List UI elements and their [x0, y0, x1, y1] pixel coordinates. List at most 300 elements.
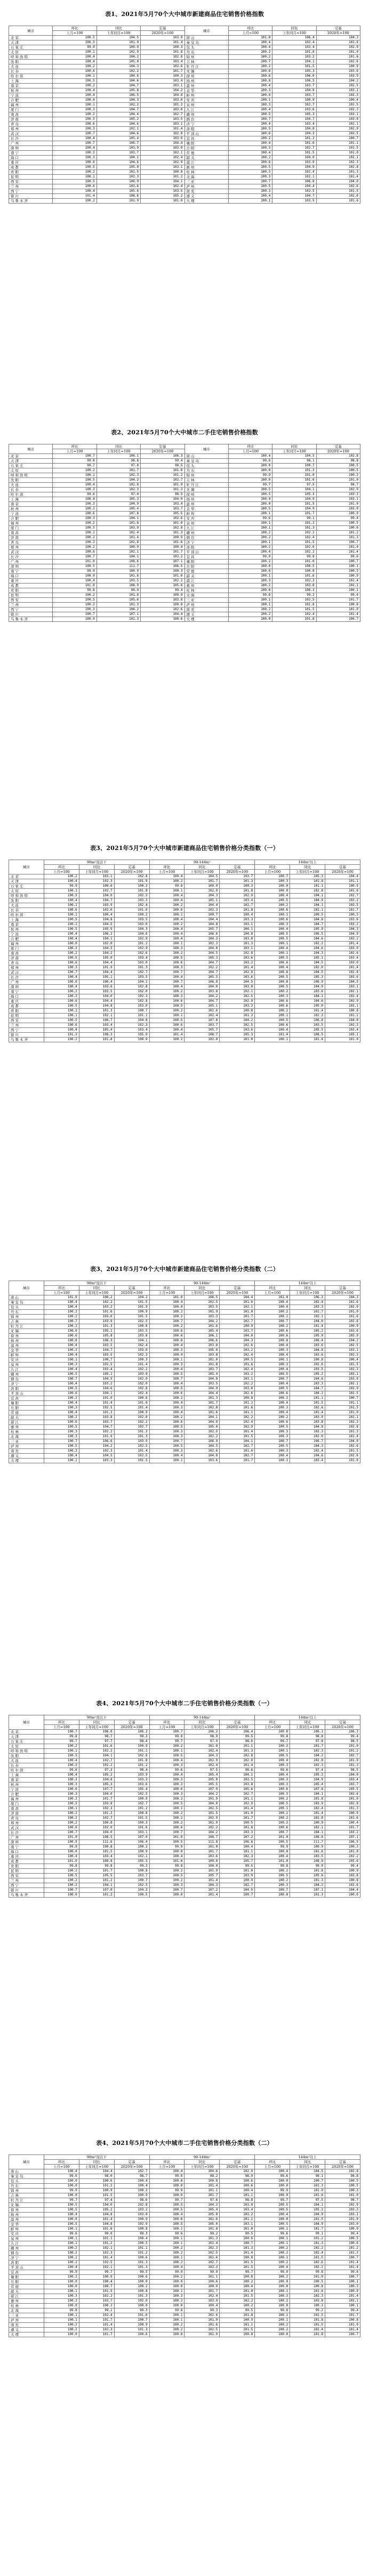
value-cell: 101.6 [316, 55, 360, 60]
value-cell: 105.9 [290, 927, 325, 932]
value-cell: 100.2 [255, 2328, 290, 2332]
header-subgroup: 环比 [149, 1720, 184, 1725]
table-row [9, 165, 360, 170]
city-cell: 大连 [9, 1759, 44, 1763]
value-cell: 100.2 [53, 540, 97, 545]
value-cell: 101.4 [184, 2184, 220, 2189]
value-cell: 100.7 [44, 1730, 79, 1735]
value-cell: 105.4 [114, 1787, 149, 1792]
value-cell: 100.7 [228, 180, 272, 184]
value-cell: 104.8 [79, 918, 114, 922]
value-cell: 101.2 [272, 521, 316, 526]
value-cell: 100.6 [44, 999, 79, 1004]
value-cell: 101.3 [141, 103, 184, 108]
value-cell: 100.4 [255, 1343, 290, 1348]
table-row [9, 951, 360, 956]
value-cell: 100.7 [316, 540, 360, 545]
value-cell: 100.6 [149, 1023, 184, 1028]
value-cell: 100.9 [114, 1744, 149, 1749]
value-cell: 107.1 [325, 1835, 360, 1840]
value-cell: 104.1 [290, 894, 325, 898]
value-cell: 102.2 [79, 1430, 114, 1435]
value-cell: 100.2 [44, 2328, 79, 2332]
value-cell: 100.5 [53, 564, 97, 569]
value-cell: 99.8 [255, 2308, 290, 2313]
value-cell: 108.7 [184, 1033, 220, 1038]
value-cell: 100.1 [228, 526, 272, 531]
city-cell: 南充 [9, 2323, 44, 2328]
value-cell: 102.2 [220, 1382, 255, 1387]
value-cell: 100.3 [44, 2294, 79, 2299]
city-cell: 大理 [9, 1459, 44, 1463]
value-cell: 102.5 [290, 2313, 325, 2318]
value-cell: 100.3 [255, 1406, 290, 1411]
value-cell: 99.8 [44, 1735, 79, 1739]
value-cell: 100.3 [325, 2285, 360, 2289]
value-cell: 100.2 [44, 1744, 79, 1749]
header-sub: 上年同月=100 [272, 449, 316, 454]
value-cell: 101.5 [272, 502, 316, 507]
city-cell: 湛江 [9, 2294, 44, 2299]
value-cell: 104.1 [290, 1792, 325, 1797]
value-cell: 105.2 [97, 117, 140, 122]
city-cell: 包头 [184, 464, 228, 468]
city-cell: 吉林 [184, 478, 228, 483]
value-cell: 101.4 [316, 550, 360, 555]
table-row [9, 473, 360, 478]
value-cell: 104.2 [79, 1444, 114, 1449]
value-cell: 101.7 [97, 468, 140, 473]
city-cell: 福州 [9, 942, 44, 946]
value-cell: 100.6 [255, 1826, 290, 1830]
header-subgroup: 定基 [325, 1720, 360, 1725]
city-cell: 郑州 [9, 1821, 44, 1826]
table-row [9, 40, 360, 45]
value-cell: 101.0 [184, 1845, 220, 1850]
value-cell: 102.9 [220, 1425, 255, 1430]
value-cell: 104.8 [290, 918, 325, 922]
value-cell: 102.6 [325, 1319, 360, 1324]
price-index-table [9, 26, 360, 204]
value-cell: 100.5 [228, 507, 272, 512]
value-cell: 101.1 [290, 1396, 325, 1401]
value-cell: 100.6 [149, 1334, 184, 1339]
value-cell: 106.9 [97, 180, 140, 184]
value-cell: 100.1 [44, 2256, 79, 2261]
value-cell: 99.6 [44, 1768, 79, 1773]
value-cell: 100.3 [44, 946, 79, 951]
table-row [9, 156, 360, 160]
table-row [9, 1749, 360, 1754]
city-cell: 乌鲁木齐 [9, 617, 53, 622]
value-cell: 100.4 [255, 1759, 290, 1763]
value-cell: 102.4 [325, 994, 360, 999]
value-cell: 104.9 [290, 898, 325, 903]
city-cell: 沈阳 [9, 60, 53, 64]
value-cell: 99.9 [255, 2270, 290, 2275]
value-cell: 100.4 [149, 932, 184, 937]
value-cell: 104.2 [114, 1295, 149, 1300]
value-cell: 104.1 [220, 927, 255, 932]
value-cell: 100.2 [53, 593, 97, 598]
value-cell: 104.3 [114, 1888, 149, 1893]
value-cell: 104.6 [97, 132, 140, 136]
value-cell: 100.6 [114, 2275, 149, 2280]
value-cell: 100.4 [149, 898, 184, 903]
city-cell: 杭州 [9, 1783, 44, 1787]
value-cell: 100.4 [255, 2265, 290, 2270]
value-cell: 104.0 [325, 1439, 360, 1444]
value-cell: 105.0 [97, 60, 140, 64]
city-cell: 洛阳 [9, 2261, 44, 2265]
value-cell: 100.6 [255, 961, 290, 966]
city-cell: 深圳 [9, 146, 53, 151]
value-cell: 104.2 [184, 2203, 220, 2208]
value-cell: 103.0 [141, 98, 184, 103]
value-cell: 107.1 [141, 560, 184, 564]
value-cell: 103.2 [220, 2213, 255, 2217]
value-cell: 100.3 [149, 1435, 184, 1439]
value-cell: 98.1 [290, 2174, 325, 2179]
value-cell: 103.6 [184, 1854, 220, 1859]
value-cell: 101.0 [53, 584, 97, 588]
value-cell: 103.1 [141, 84, 184, 88]
value-cell: 101.0 [149, 1835, 184, 1840]
value-cell: 102.5 [114, 1792, 149, 1797]
value-cell: 106.4 [79, 980, 114, 985]
value-cell: 100.3 [228, 103, 272, 108]
value-cell: 100.4 [53, 98, 97, 103]
value-cell: 101.4 [290, 1009, 325, 1014]
value-cell: 100.5 [255, 1840, 290, 1845]
value-cell: 97.4 [97, 492, 140, 497]
value-cell: 102.3 [290, 1430, 325, 1435]
city-cell: 郑州 [9, 966, 44, 970]
table-row [9, 516, 360, 521]
header-subgroup: 定基 [114, 865, 149, 870]
value-cell: 100.5 [44, 1004, 79, 1009]
value-cell: 103.4 [79, 1854, 114, 1859]
value-cell: 100.1 [149, 1459, 184, 1463]
city-cell: 丹东 [9, 1310, 44, 1315]
value-cell: 103.8 [290, 1420, 325, 1425]
city-cell: 西宁 [9, 189, 53, 194]
header-subgroup: 环比 [44, 865, 79, 870]
table-row [9, 927, 360, 932]
city-cell: 岳阳 [184, 146, 228, 151]
value-cell: 105.5 [325, 1787, 360, 1792]
value-cell: 102.9 [184, 889, 220, 894]
value-cell: 99.1 [290, 2232, 325, 2237]
value-cell: 103.0 [325, 1377, 360, 1382]
value-cell: 101.8 [290, 2318, 325, 2323]
value-cell: 104.7 [290, 922, 325, 927]
table-row [9, 1295, 360, 1300]
value-cell: 100.2 [114, 2285, 149, 2289]
header-sub: 2020年=100 [316, 31, 360, 36]
value-cell: 100.2 [53, 151, 97, 156]
city-cell: 九江 [184, 526, 228, 531]
value-cell: 100.2 [255, 1315, 290, 1319]
value-cell: 100.5 [44, 918, 79, 922]
value-cell: 100.1 [149, 2318, 184, 2323]
value-cell: 105.0 [97, 165, 140, 170]
value-cell: 102.7 [114, 1802, 149, 1807]
city-cell: 蚌埠 [184, 93, 228, 98]
value-cell: 106.5 [141, 564, 184, 569]
city-cell: 重庆 [9, 160, 53, 165]
value-cell: 100.1 [255, 2256, 290, 2261]
city-cell: 南充 [184, 607, 228, 612]
value-cell: 100.7 [255, 1830, 290, 1835]
value-cell: 99.6 [228, 459, 272, 464]
table-section-4a [0, 1689, 369, 1898]
table-row [9, 531, 360, 536]
value-cell: 100.3 [255, 1783, 290, 1787]
value-cell: 99.8 [149, 884, 184, 889]
value-cell: 103.4 [325, 1778, 360, 1783]
value-cell: 100.2 [255, 1797, 290, 1802]
value-cell: 104.2 [220, 1018, 255, 1023]
header-sub: 上年同月=100 [290, 1725, 325, 1730]
city-cell: 杭州 [9, 507, 53, 512]
value-cell: 100.1 [149, 1807, 184, 1811]
value-cell: 104.6 [290, 937, 325, 942]
value-cell: 101.0 [290, 2275, 325, 2280]
table-row [9, 468, 360, 473]
value-cell: 100.4 [228, 122, 272, 127]
value-cell: 104.9 [325, 932, 360, 937]
value-cell: 104.5 [290, 961, 325, 966]
header-sub: 上月=100 [149, 870, 184, 874]
value-cell: 100.2 [228, 607, 272, 612]
value-cell: 100.6 [255, 1420, 290, 1425]
table-row [9, 612, 360, 617]
value-cell: 100.2 [220, 2280, 255, 2285]
header-subgroup: 同比 [79, 2160, 114, 2165]
city-cell: 北海 [184, 175, 228, 180]
value-cell: 103.1 [316, 112, 360, 117]
city-cell: 扬州 [184, 497, 228, 502]
value-cell: 105.0 [114, 1033, 149, 1038]
table-row [9, 1763, 360, 1768]
value-cell: 100.3 [53, 502, 97, 507]
value-cell: 100.1 [255, 2237, 290, 2241]
value-cell: 103.6 [220, 975, 255, 980]
value-cell: 103.3 [79, 1459, 114, 1463]
table-row [9, 180, 360, 184]
value-cell: 100.4 [255, 1028, 290, 1033]
value-cell: 100.6 [255, 1023, 290, 1028]
value-cell: 100.7 [228, 60, 272, 64]
value-cell: 104.9 [272, 497, 316, 502]
city-cell: 平顶山 [9, 1391, 44, 1396]
value-cell: 104.1 [290, 994, 325, 999]
value-cell: 100.4 [255, 1411, 290, 1415]
value-cell: 102.8 [114, 985, 149, 990]
value-cell: 101.3 [79, 1009, 114, 1014]
value-cell: 100.3 [114, 1821, 149, 1826]
value-cell: 101.2 [272, 136, 316, 141]
value-cell: 100.1 [53, 50, 97, 55]
value-cell: 101.8 [220, 1826, 255, 1830]
value-cell: 102.9 [325, 999, 360, 1004]
value-cell: 101.9 [184, 1869, 220, 1874]
value-cell: 105.3 [290, 874, 325, 879]
value-cell: 100.6 [44, 1334, 79, 1339]
value-cell: 100.1 [325, 2280, 360, 2285]
value-cell: 100.2 [228, 156, 272, 160]
value-cell: 100.6 [255, 999, 290, 1004]
value-cell: 100.5 [325, 2179, 360, 2184]
value-cell: 105.5 [184, 1783, 220, 1787]
value-cell: 100.4 [228, 194, 272, 199]
value-cell: 100.2 [149, 2328, 184, 2332]
value-cell: 102.1 [325, 2299, 360, 2304]
header-sub: 2020年=100 [141, 31, 184, 36]
value-cell: 102.5 [114, 1444, 149, 1449]
value-cell: 101.0 [316, 478, 360, 483]
value-cell: 103.3 [114, 898, 149, 903]
value-cell: 105.0 [290, 1004, 325, 1009]
value-cell: 100.1 [44, 889, 79, 894]
value-cell: 99.4 [141, 588, 184, 593]
value-cell: 100.5 [149, 1004, 184, 1009]
table-row [9, 1339, 360, 1343]
value-cell: 100.6 [44, 1420, 79, 1425]
table-row [9, 1830, 360, 1835]
value-cell: 101.5 [114, 1816, 149, 1821]
value-cell: 102.6 [316, 194, 360, 199]
value-cell: 100.4 [53, 93, 97, 98]
value-cell: 101.9 [141, 483, 184, 488]
value-cell: 100.3 [228, 579, 272, 584]
value-cell: 108.8 [79, 1859, 114, 1864]
value-cell: 101.6 [316, 199, 360, 204]
table-section-1 [0, 0, 369, 204]
value-cell: 101.7 [184, 2193, 220, 2198]
table-row [9, 607, 360, 612]
value-cell: 102.6 [290, 1406, 325, 1411]
value-cell: 100.0 [149, 1850, 184, 1854]
value-cell: 102.5 [325, 1343, 360, 1348]
value-cell: 102.6 [290, 2261, 325, 2265]
table-row [9, 1415, 360, 1420]
value-cell: 101.0 [141, 199, 184, 204]
value-cell: 100.2 [255, 2323, 290, 2328]
table-row [9, 1878, 360, 1883]
city-cell: 襄阳 [184, 141, 228, 146]
city-cell: 烟台 [9, 2251, 44, 2256]
value-cell: 104.1 [79, 1391, 114, 1396]
value-cell: 102.9 [220, 2169, 255, 2174]
value-cell: 102.3 [184, 2246, 220, 2251]
value-cell: 103.9 [325, 1334, 360, 1339]
value-cell: 100.5 [255, 898, 290, 903]
value-cell: 100.5 [255, 937, 290, 942]
value-cell: 104.3 [184, 1754, 220, 1759]
value-cell: 100.7 [53, 141, 97, 146]
value-cell: 100.8 [114, 1811, 149, 1816]
value-cell: 108.6 [97, 194, 140, 199]
value-cell: 101.7 [79, 2318, 114, 2323]
value-cell: 100.8 [255, 1339, 290, 1343]
value-cell: 101.3 [114, 966, 149, 970]
city-cell: 郑州 [9, 545, 53, 550]
value-cell: 102.5 [114, 1319, 149, 1324]
value-cell: 100.4 [44, 1854, 79, 1859]
city-cell: 天津 [9, 879, 44, 884]
value-cell: 100.6 [255, 1329, 290, 1334]
value-cell: 101.2 [79, 1878, 114, 1883]
header-sub: 2020年=100 [220, 2165, 255, 2169]
value-cell: 101.2 [79, 2241, 114, 2246]
city-cell: 桂林 [184, 170, 228, 175]
value-cell: 99.9 [149, 1845, 184, 1850]
value-cell: 100.4 [44, 985, 79, 990]
value-cell: 102.5 [316, 132, 360, 136]
value-cell: 101.0 [255, 1295, 290, 1300]
city-cell: 湛江 [184, 160, 228, 165]
value-cell: 101.8 [97, 593, 140, 598]
value-cell: 100.2 [228, 531, 272, 536]
value-cell: 99.5 [220, 2308, 255, 2313]
value-cell: 106.6 [79, 1439, 114, 1444]
value-cell: 103.6 [290, 990, 325, 994]
value-cell: 103.0 [220, 937, 255, 942]
table-row [9, 1845, 360, 1850]
city-cell: 桂林 [184, 588, 228, 593]
value-cell: 100.3 [149, 1363, 184, 1367]
value-cell: 102.8 [325, 1802, 360, 1807]
table-row [9, 146, 360, 151]
value-cell: 100.1 [228, 521, 272, 526]
city-cell: 丹东 [184, 468, 228, 473]
value-cell: 102.8 [316, 454, 360, 459]
value-cell: 104.6 [290, 946, 325, 951]
table-row [9, 1435, 360, 1439]
value-cell: 103.2 [325, 1830, 360, 1835]
value-cell: 108.6 [290, 1835, 325, 1840]
value-cell: 105.1 [79, 1329, 114, 1334]
value-cell: 101.2 [316, 531, 360, 536]
value-cell: 103.1 [316, 88, 360, 93]
city-cell: 南充 [184, 189, 228, 194]
value-cell: 100.2 [220, 2304, 255, 2308]
table-row [9, 2270, 360, 2275]
value-cell: 101.7 [325, 1826, 360, 1830]
value-cell: 102.5 [184, 2251, 220, 2256]
city-cell: 太原 [9, 1744, 44, 1749]
value-cell: 102.4 [290, 1300, 325, 1305]
value-cell: 100.3 [149, 1348, 184, 1353]
value-cell: 104.4 [79, 999, 114, 1004]
value-cell: 103.2 [220, 1348, 255, 1353]
value-cell: 100.5 [325, 884, 360, 889]
value-cell: 97.3 [79, 1768, 114, 1773]
city-cell: 银川 [9, 1033, 44, 1038]
value-cell: 102.8 [114, 1387, 149, 1391]
value-cell: 102.8 [184, 1363, 220, 1367]
value-cell: 103.4 [79, 1367, 114, 1372]
value-cell: 100.4 [44, 1773, 79, 1778]
table-row [9, 918, 360, 922]
table-row [9, 2304, 360, 2308]
value-cell: 105.5 [141, 512, 184, 516]
value-cell: 99.9 [44, 2189, 79, 2193]
value-cell: 100.5 [53, 165, 97, 170]
city-cell: 哈尔滨 [9, 913, 44, 918]
